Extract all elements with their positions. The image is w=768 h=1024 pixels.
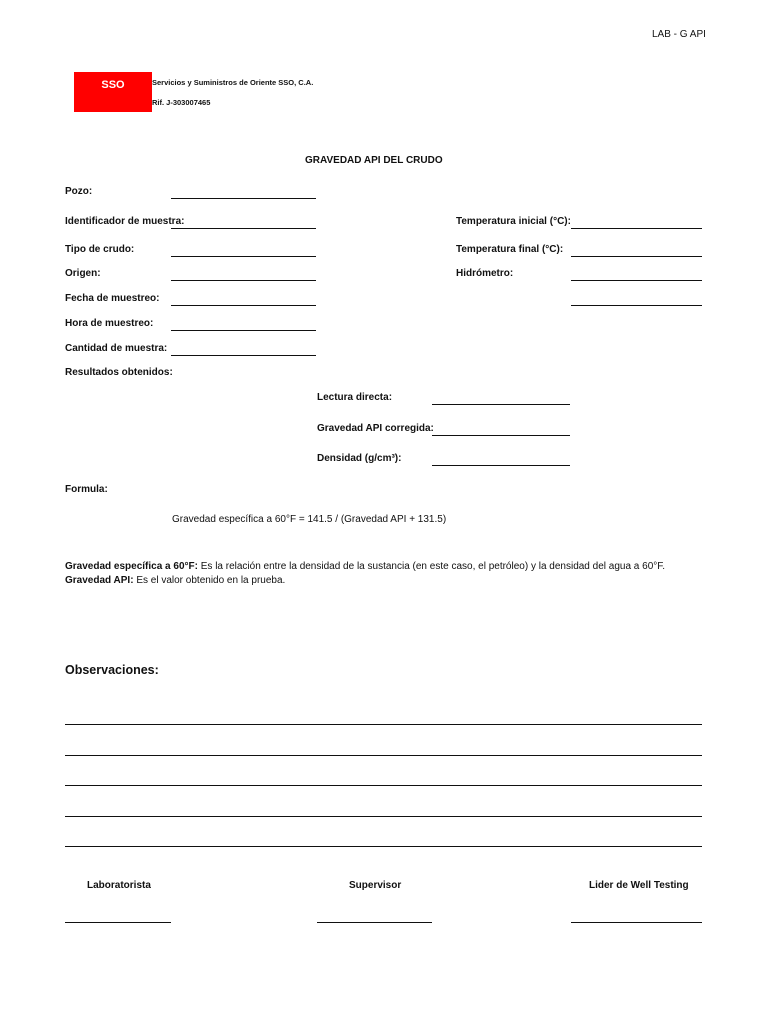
field-input-pozo[interactable] [171, 198, 316, 199]
field-label-temp-inicial: Temperatura inicial (°C): [456, 216, 571, 227]
observation-line[interactable] [65, 724, 702, 725]
signature-line-lider-well-testing[interactable] [571, 922, 702, 923]
observation-line[interactable] [65, 785, 702, 786]
field-label-identificador: Identificador de muestra: [65, 216, 185, 227]
field-input-hidrometro[interactable] [571, 280, 702, 281]
signature-label-laboratorista: Laboratorista [87, 880, 151, 891]
definition-term: Gravedad API: [65, 575, 134, 586]
field-label-origen: Origen: [65, 268, 101, 279]
formula-label: Formula: [65, 484, 108, 495]
definition-text: Es la relación entre la densidad de la sustancia (en este caso, el petróleo) y la densidad del agua a 60°F. [197, 561, 666, 572]
formula-text: Gravedad específica a 60°F = 141.5 / (Gravedad API + 131.5) [172, 514, 447, 525]
observation-line[interactable] [65, 755, 702, 756]
field-input-temp-inicial[interactable] [571, 228, 702, 229]
definition-term: Gravedad específica a 60°F: [65, 561, 198, 572]
definition-gravedad-especifica [65, 561, 665, 572]
result-label-lectura-directa: Lectura directa: [317, 392, 393, 403]
observation-line[interactable] [65, 846, 702, 847]
field-input-temp-final[interactable] [571, 256, 702, 257]
observations-label: Observaciones: [65, 663, 159, 677]
definition-gravedad-api [65, 575, 285, 586]
observation-line[interactable] [65, 816, 702, 817]
company-logo [74, 72, 152, 112]
field-label-fecha-muestreo: Fecha de muestreo: [65, 293, 160, 304]
signature-label-supervisor: Supervisor [349, 880, 402, 891]
logo-text: SSO [101, 79, 125, 91]
field-input-fecha-muestreo[interactable] [171, 305, 316, 306]
result-input-gravedad-corregida[interactable] [432, 435, 570, 436]
field-label-hidrometro: Hidrómetro: [456, 268, 514, 279]
field-label-tipo-crudo: Tipo de crudo: [65, 244, 135, 255]
result-label-densidad: Densidad (g/cm³): [317, 453, 402, 464]
field-label-hora-muestreo: Hora de muestreo: [65, 318, 154, 329]
definition-text: Es el valor obtenido en la prueba. [133, 575, 286, 586]
field-label-temp-final: Temperatura final (°C): [456, 244, 564, 255]
result-input-lectura-directa[interactable] [432, 404, 570, 405]
field-input-tipo-crudo[interactable] [171, 256, 316, 257]
result-label-gravedad-corregida: Gravedad API corregida: [317, 423, 434, 434]
form-title: GRAVEDAD API DEL CRUDO [305, 155, 443, 166]
signature-line-supervisor[interactable] [317, 922, 432, 923]
document-code: LAB - G API [652, 29, 706, 40]
signature-label-lider-well-testing: Lider de Well Testing [589, 880, 689, 891]
field-input-origen[interactable] [171, 280, 316, 281]
field-label-pozo: Pozo: [65, 186, 93, 197]
field-input-identificador[interactable] [171, 228, 316, 229]
results-label: Resultados obtenidos: [65, 367, 173, 378]
field-label-cantidad-muestra: Cantidad de muestra: [65, 343, 168, 354]
field-input-extra[interactable] [571, 305, 702, 306]
field-input-hora-muestreo[interactable] [171, 330, 316, 331]
company-rif: Rif. J-303007465 [152, 98, 211, 107]
result-input-densidad[interactable] [432, 465, 570, 466]
company-name: Servicios y Suministros de Oriente SSO, C.A. [152, 78, 314, 87]
field-input-cantidad-muestra[interactable] [171, 355, 316, 356]
signature-line-laboratorista[interactable] [65, 922, 171, 923]
